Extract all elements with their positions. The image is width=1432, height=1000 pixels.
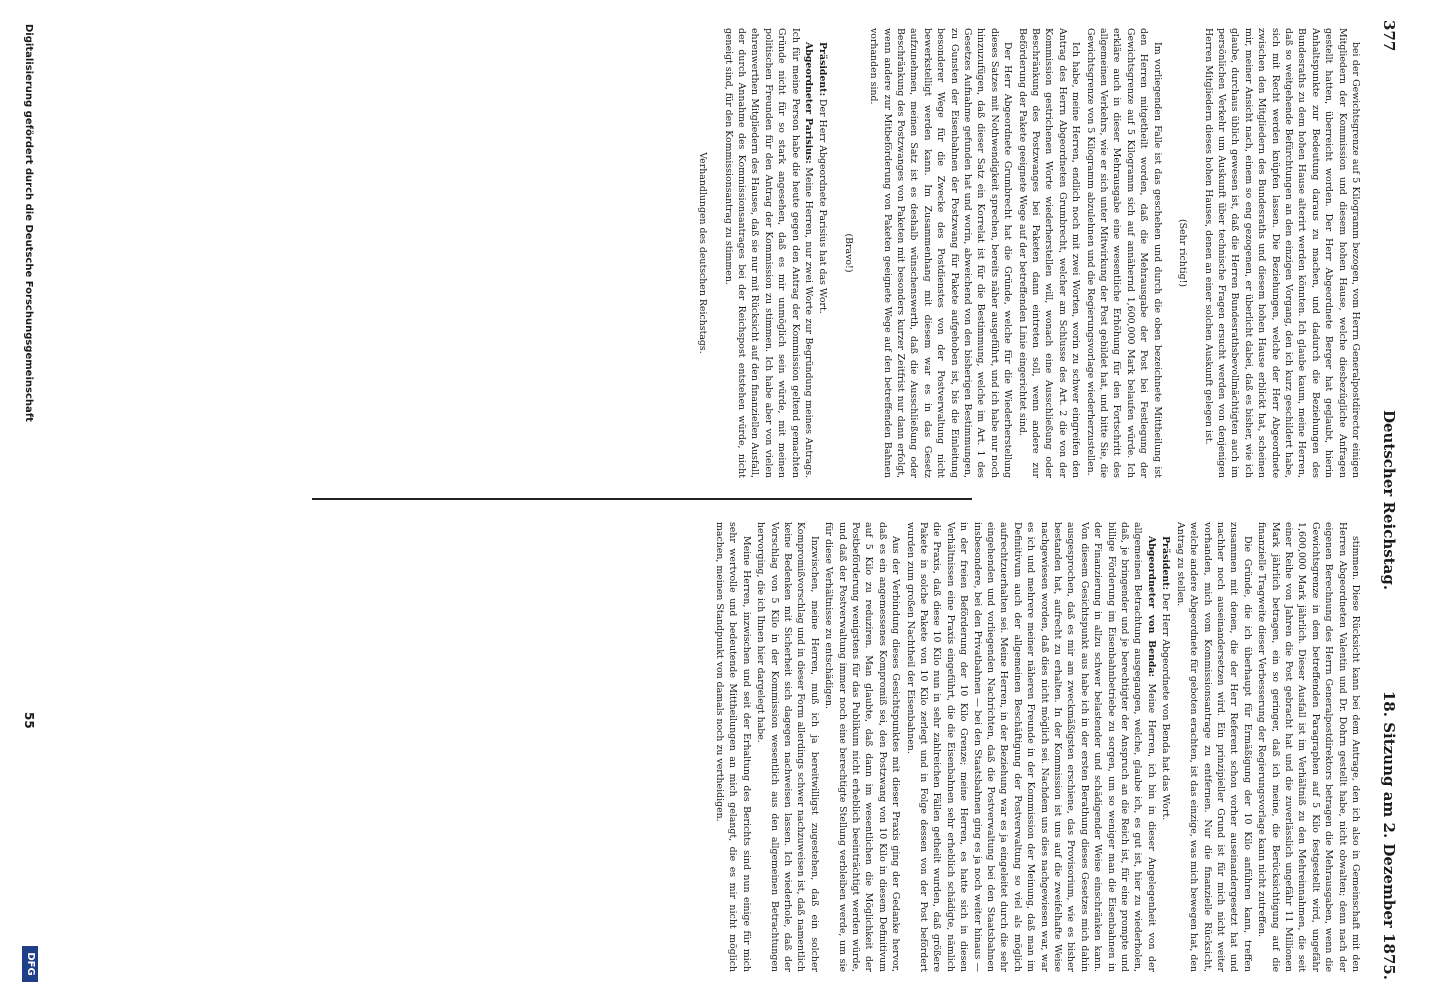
speech-text: Meine Herren, ich bin in dieser Angelegenheit von der allgemeinen Betrachtung ausgegangen, welche, glaube ich, es gut ist, hier zu wiederholen, daß, je bringender und je berechtigter der Anspruch an die Reich ist, für eine prompte und billige Förderung im Eisenbahnbetriebe zu sorgen, um so weniger man die Eisenbahnen in der Finanzierung in allzu schwer belastender und schädigender Weise einschränken kann. Von diesem Gesichtspunkt aus habe ich in der ersten Berathung dieses Gesetzes mich dahin ausgesprochen, daß es mir am zweckmäßigsten erschiene, das Provisorium, wie es bisher bestanden hat, aufrecht zu erhalten. In der Kommission ist uns auf die zweifelhafte Weise nachgewiesen worden, daß dies nicht möglich sei. Nachdem uns dies nachgewiesen war, war es ich und mehrere meiner näheren Freunde in der Kommission der Meinung, daß man im Definitivum auch der allgemeinen Beschäftigung der Postverwaltung so viel als möglich aufrechtzuerhalten sei. Meine Herren, in der Beziehung war es ja eingeleitet durch die sehr eingehenden und vorliegenden Nachrichten, daß die Postverwaltung bei den Staatsbahnen insbesondere, bei den Privatbahnen — bei den Staatsbahnen ging es ja noch weiter hinaus — in der freien Beförderung der 10 Kilo Grenze; meine Herren, es hatte sich in diesen Verhältnissen eine Praxis eingeführt, die die Eisenbahnen sehr erheblich schädigte, nämlich die Praxis, daß diese 10 Kilo nun in sehr zahlreichen Fällen getheilt wurden, daß größere Pakete in solche Pakete von 10 Kilo zerlegt und in Folge dessen von der Post befördert wurden zum großen Nachtheil der Eisenbahnen. — [904, 522, 1157, 972]
session-date: 18. Sitzung am 2. Dezember 1875. — [1380, 690, 1398, 980]
speech-paragraph — [1159, 522, 1172, 972]
speech-text: Der Herr Abgeordnete Parisius hat das Wort. — [817, 99, 829, 314]
page-footer — [16, 0, 36, 1000]
body-paragraph: Der Herr Abgeordnete Grumbrecht hat die Gründe, welche für die Wiederherstellung dieses Satzes mit Nothwendigkeit sprechen, bereits näher ausgeführt, und ich habe nur noch hinzuzufügen, daß dieser Satz ein Korrelat ist für die Bestimmung, welche im Art. 1 des Gesetzes Aufnahme gefunden hat und worin, abweichend von den bisherigen Bestimmungen, zu Gunsten der Eisenbahnen der Postzwang für Pakete aufgehoben ist, bis die Einleitung besonderer Wege für die Zwecke des Postdienstes von der Postverwaltung nicht bewerkstelligt werden kann. Im Zusammenhang mit diesem war es in das Gesetz aufzunehmen, meinen Satz ist es deshalb wünschenswerth, daß die Ausschließung oder Beschränkung des Postzwanges von Paketen mit besonders kurzer Zeitfrist nur dann erfolgt, wenn andere zur Mitbeförderung von Paketen geeignete Wege auf den betreffenden Bahnen vorhanden sind. — [868, 28, 1014, 478]
running-header — [1368, 20, 1408, 980]
body-paragraph: Die Gründe, die ich überhaupt für Ermäßigung der 10 Kilo anführen kann, treffen zusammen mit denen, die der Herr Referent schon vorher auseinandergesetzt hat und nachher noch auseinandersetzen wird. Ein prinzipieller Grund ist für mich nicht weiter vorhanden, mich vom Kommissionsantrage zu entfernen. Nur die finanzielle Rücksicht, welche andere Abgeordnete für geboten erachten, ist das einzige, was mich bewegen hat, den Antrag zu stellen. — [1174, 522, 1253, 972]
body-paragraph: bei der Gewichtsgrenze auf 5 Kilogramm bezogen, vom Herrn Generalpostdirector einigen Mitgliedern der Kommission und diesem hohen Hause, welche diesbezügliche Anfragen gestellt hatten, überreicht worden. Der Herr Abgeordnete Berger hat geglaubt, hierin Anhaltspunkte zur Bedeutung daraus zu machen, und dadurch die Beziehungen des Bundesraths zu dem hohen Hause alterirt werden könnten. Ich glaube kaum, meine Herren, daß so weitgehende Befürchtungen an den einzigen Vorgang, den ich kurz geschildert habe, sich mit Recht werden knüpfen lassen. Die Beziehungen, welche der Herr Abgeordnete zwischen den Mitgliedern des Bundesraths und diesem hohen Hause erblickt hat, scheinen mir, meiner Ansicht nach, einem so eng gezogenen, er überlicht dabei, daß es bisher, wie ich glaube, durchaus üblich gewesen ist, daß die Herren Bundesrathsbevollmächtigten auch im persönlichen Verkehr um Auskunft über technische Fragen ersucht werden von denjenigen Herren Mitgliedern dieses hohen Hauses, denen an einer solchen Auskunft gelegen ist. — [1202, 28, 1361, 478]
digitization-credit: Digitalisierung gefördert durch die Deutsche Forschungsgemeinschaft — [23, 24, 34, 422]
dfg-logo: DFG — [22, 946, 38, 982]
column-footnote: Verhandlungen des deutschen Reichstags. — [697, 152, 709, 354]
page-number: 377 — [1380, 20, 1398, 52]
remark: (Bravo!) — [842, 233, 854, 273]
speech-paragraph — [721, 28, 815, 478]
printer-signature: 55 — [22, 712, 36, 729]
body-paragraph: Im vorliegenden Falle ist das geschehen und durch die oben bezeichnete Mittheilung ist den Herren mitgetheilt worden, daß die Mehrausgabe der Post bei Festlegung der Gewichtsgrenze auf 5 Kilogramm sich auf annähernd 1,600,000 Mark belaufen würde. Ich erkläre auch in dieser Mehrausgabe eine wesentliche Erhöhung für den Fortschritt des allgemeinen Verkehrs, wie er sich unter Mitwirkung der Post gebildet hat, und bitte Sie, die Gewichtsgrenze von 5 Kilogramm abzulehnen und die Regierungsvorlage wiederherzustellen. — [1084, 28, 1163, 478]
speech-text: Der Herr Abgeordnete von Benda hat das Wort. — [1160, 593, 1172, 821]
speaker-name: Präsident: — [817, 42, 829, 97]
remark: (Sehr richtig!) — [1177, 218, 1189, 288]
speech-text: Meine Herren, nur zwei Worte zur Begründung meines Antrags. Ich für meine Person habe die heute gegen den Antrag der Kommission geltend gemachten Gründe nicht für so stark angesehen, daß es mir unmöglich sein würde, mit meinen politischen Freunden für den Antrag der Kommission zu stimmen. Ich habe aber von vielen ehrenwerthen Mitgliedern des Hauses, daß sie nur mit Rücksicht auf den finanziellen Ausfall, der durch Annahme des Kommissionsantrages bei der Reichspost entstehen würde, nicht geneigt sind, für den Kommissionsantrag zu stimmen. — [722, 28, 814, 478]
speaker-name: Abgeordneter Parisius: — [802, 42, 814, 164]
right-column — [112, 522, 1362, 972]
body-paragraph: Meine Herren, inzwischen und seit der Erhaltung des Berichts sind nun einige für mich sehr wertvolle und bedeutende Mittheilungen an mich gelangt, die es mir nicht möglich machen, meinen Standpunkt von damals noch zu vertheidigen. — [713, 522, 752, 972]
column-divider — [312, 498, 972, 500]
speaker-name: Abgeordneter von Benda: — [1145, 536, 1157, 677]
speaker-name: Präsident: — [1160, 536, 1172, 591]
speech-paragraph — [816, 28, 829, 478]
publication-title: Deutscher Reichstag. — [1380, 409, 1398, 591]
body-paragraph: Ich habe, meine Herren, endlich noch mit zwei Worten, worin zu schwer eingreifen den Antrag des Herrn Abgeordneten Grumbrecht, welcher am Schlusse des Art. 2 die von der Kommission gestrichenen Worte wiederherstellen will, wonach eine Ausschließung oder Beschränkung des Postzwanges bei Paketen dann eintreten soll, wenn andere zur Beförderung der Pakete geeignete Wege auf der betreffenden Linie eingerichtet sind. — [1016, 28, 1082, 478]
speech-paragraph — [903, 522, 1158, 972]
left-column — [112, 28, 1362, 478]
body-paragraph: Aus der Verbindung dieses Gesichtspunktes mit dieser Praxis ging der Gedanke hervor, daß es ein angemessenes Kompromiß sei, den Postzwang von 10 Kilo in diesem Definitivum auf 5 Kilo zu reduziren. Man glaubte, daß dann im wesentlichen die Möglichkeit der Postbeförderung wenigstens für das Publikum nicht erheblich beeinträchtigt werden würde, und daß der Postverwaltung immer noch eine berechtigte Stellung verbleiben werde, um sie für diese Verhältnisse zu entschädigen. — [823, 522, 902, 972]
body-paragraph: stimmen. Diese Rücksicht kann bei dem Antrage, den ich also in Gemeinschaft mit den Herren Abgeordneten Valentin und Dr. Dohrn gestellt habe, nicht obwalten; denn nach der eigenen Berechnung des Herrn Generalpostdirektors betragen die Mehrausgaben, wenn die Gewichtsgrenze in dem betreffenden Paragraphen auf 5 Kilo festgestellt wird, ungefähr 1,600,000 Mark jährlich. Dieser Ausfall ist im Verhältniß zu den Mehreinnahmen, die seit einer Reihe von Jahren die Post gebracht hat und die zuverlässlich ungefähr 11 Millionen Mark jährlich betragen, ein so geringer, daß ich meine, die Berücksichtigung auf die finanzielle Tragweite dieser Verbesserung der Regierungsvorlage kann nicht zutreffen. — [1256, 522, 1361, 972]
body-paragraph: Inzwischen, meine Herren, muß ich ja bereitwilligst zugestehen, daß ein solcher Kompromißvorschlag und in dieser Form allerdings schwer nachzuweisen ist, daß namentlich keine Bedenken mit Sicherheit sich dagegen nachweisen lassen. Ich wiederhole, daß der Vorschlag von 5 Kilo in der Kommission wesentlich aus den allgemeinen Betrachtungen hervorging, die ich Ihnen hier dargelegt habe. — [755, 522, 820, 972]
